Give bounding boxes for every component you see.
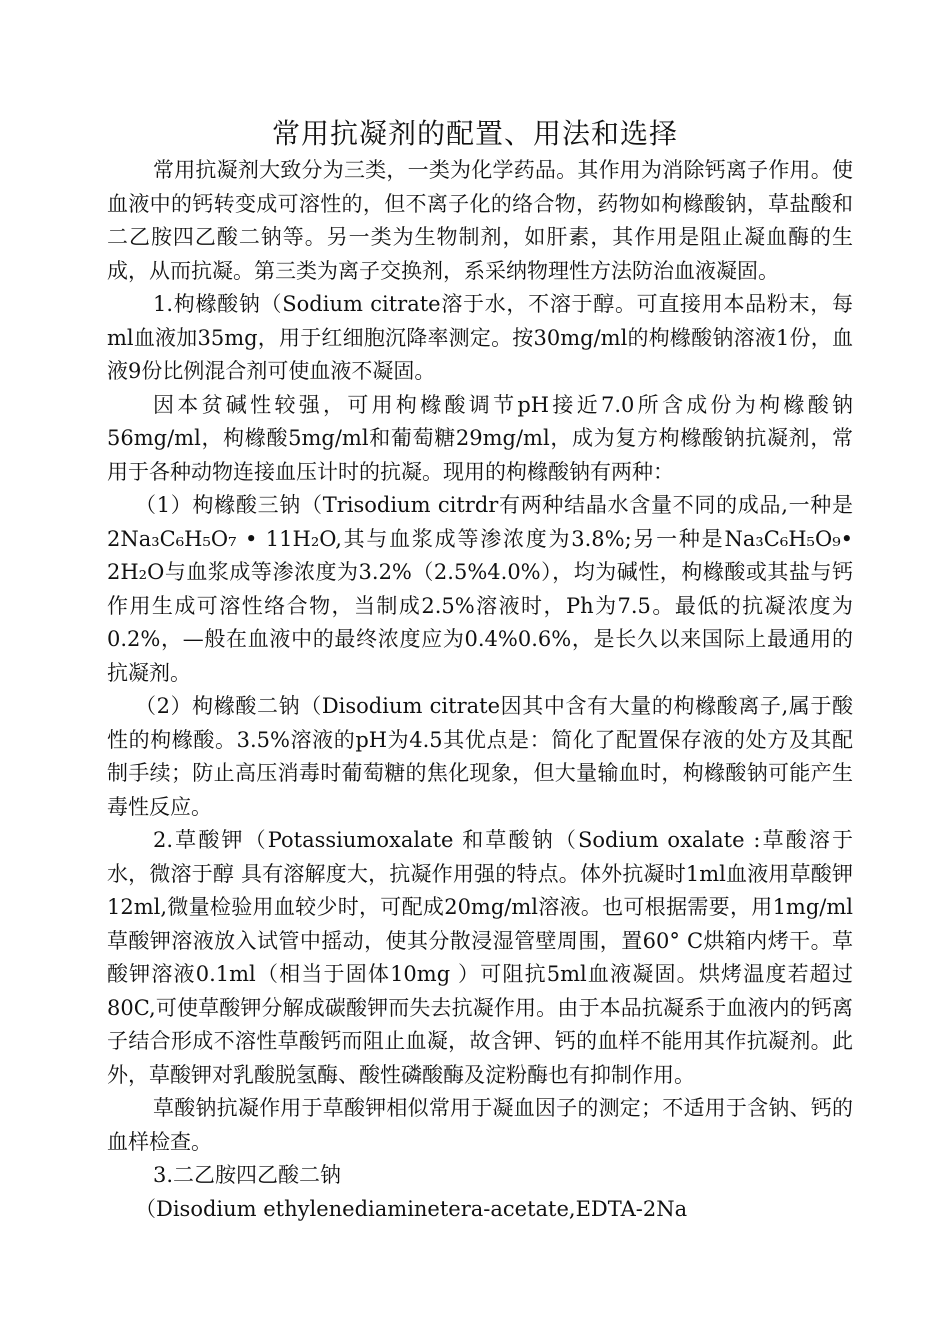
paragraph-sodium-citrate: 1.枸橼酸钠（Sodium citrate溶于水，不溶于醇。可直接用本品粉末，每ml血液加35mg，用于红细胞沉降率测定。按30mg/ml的枸橼酸钠溶液1份，血液9份比例混合剂可使血液不凝固。 [107,292,853,383]
paragraph-trisodium-citrate: （1）枸橼酸三钠（Trisodium citrdr有两种结晶水含量不同的成品,一种是2Na₃C₆H₅O₇ • 11H₂O,其与血浆成等渗浓度为3.8%;另一种是Na₃C₆H₅O₉• 2H₂O与血浆成等渗浓度为3.2%（2.5%4.0%），均为碱性，枸橼酸或其盐与钙作用生成可溶性络合物，当制成2.5%溶液时，Ph为7.5。最低的抗凝浓度为0.2%，—般在血液中的最终浓度应为0.4%0.6%，是长久以来国际上最通用的抗凝剂。 [107,493,853,685]
paragraph-edta-name: （Disodium ethylenediaminetera-acetate,EDTA-2Na [135,1196,688,1221]
paragraph-oxalate: 2.草酸钾（Potassiumoxalate 和草酸钠（Sodium oxalate :草酸溶于水，微溶于醇 具有溶解度大，抗凝作用强的特点。体外抗凝时1ml血液用草酸钾12ml,微量检验用血较少时，可配成20mg/ml溶液。也可根据需要，用1mg/ml草酸钾溶液放入试管中摇动，使其分散浸湿管壁周围，置60° C烘箱内烤干。草酸钾溶液0.1ml（相当于固体10mg ）可阻抗5ml血液凝固。烘烤温度若超过80C,可使草酸钾分解成碳酸钾而失去抗凝作用。由于本品抗凝系于血液内的钙离子结合形成不溶性草酸钙而阻止血凝，故含钾、钙的血样不能用其作抗凝剂。此外，草酸钾对乳酸脱氢酶、酸性磷酸酶及淀粉酶也有抑制作用。 [107,828,853,1087]
document-title: 常用抗凝剂的配置、用法和选择 [271,117,678,150]
paragraph-sodium-oxalate: 草酸钠抗凝作用于草酸钾相似常用于凝血因子的测定；不适用于含钠、钙的血样检查。 [107,1096,853,1154]
document-body [107,154,853,1226]
paragraph-intro: 常用抗凝剂大致分为三类，一类为化学药品。其作用为消除钙离子作用。使血液中的钙转变成可溶性的，但不离子化的络合物，药物如枸橼酸钠，草盐酸和二乙胺四乙酸二钠等。另一类为生物制剂，如肝素，其作用是阻止凝血酶的生成，从而抗凝。第三类为离子交换剂，系采纳物理性方法防治血液凝固。 [107,158,853,283]
paragraph-compound-citrate: 因本贫碱性较强，可用枸橼酸调节pH接近7.0所含成份为枸橼酸钠56mg/ml，枸橼酸5mg/ml和葡萄糖29mg/ml，成为复方枸橼酸钠抗凝剂，常用于各种动物连接血压计时的抗凝。现用的枸橼酸钠有两种： [107,392,853,484]
paragraph-disodium-citrate: （2）枸橼酸二钠（Disodium citrate因其中含有大量的枸橼酸离子,属于酸性的枸橼酸。3.5%溶液的pH为4.5其优点是：简化了配置保存液的处方及其配制手续；防止高压消毒时葡萄糖的焦化现象，但大量输血时，枸橼酸钠可能产生毒性反应。 [107,694,853,819]
paragraph-edta-heading: 3.二乙胺四乙酸二钠 [153,1163,342,1187]
